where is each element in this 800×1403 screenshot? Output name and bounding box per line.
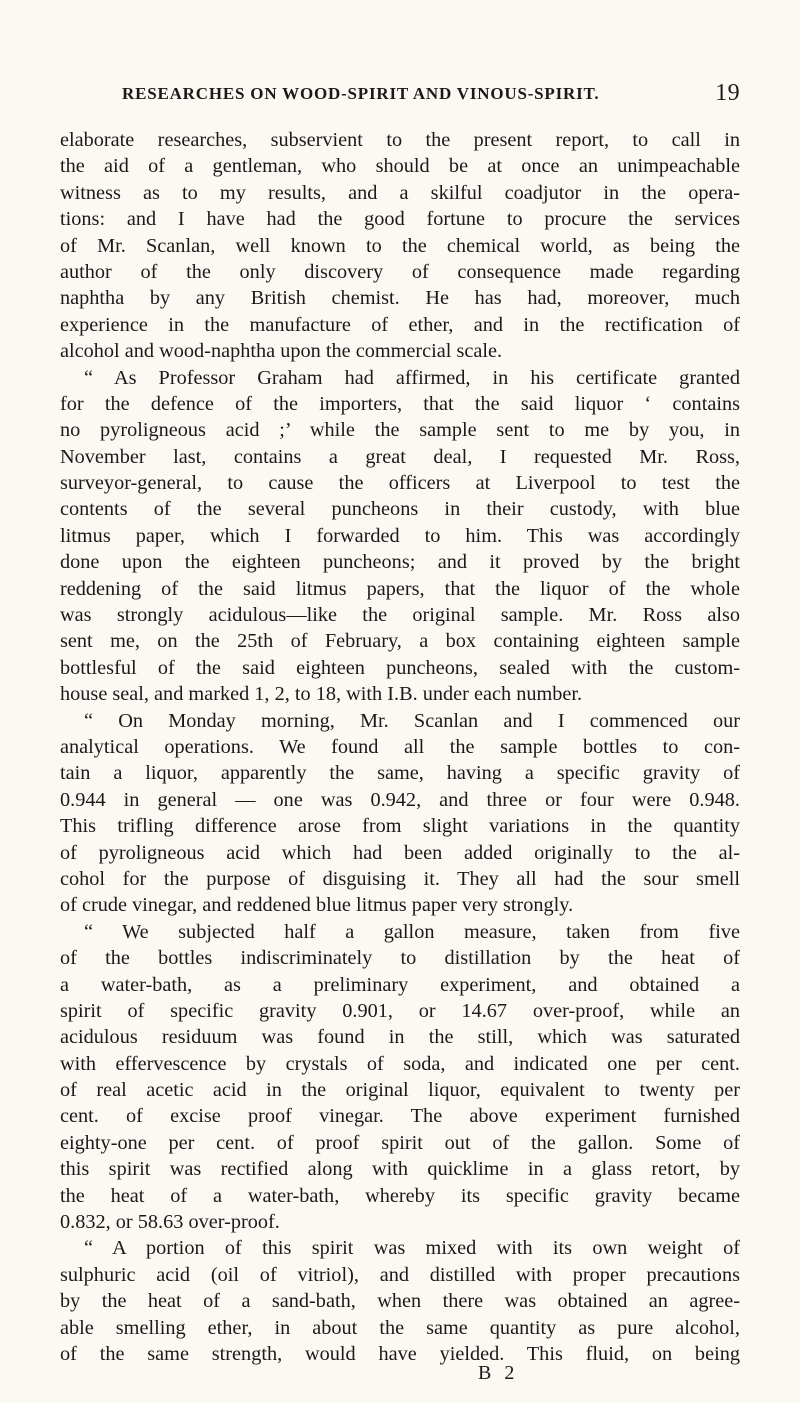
text-line: sulphuric acid (oil of vitriol), and distilled with proper precautions	[60, 1263, 740, 1286]
body-text	[60, 127, 740, 1367]
text-line: eighty-one per cent. of proof spirit out of the gallon. Some of	[60, 1131, 740, 1154]
text-line: bottlesful of the said eighteen puncheons, sealed with the custom-	[60, 656, 740, 679]
text-line: the heat of a water-bath, whereby its specific gravity became	[60, 1184, 740, 1207]
text-line: tain a liquor, apparently the same, having a specific gravity of	[60, 762, 740, 785]
text-line: author of the only discovery of consequence made regarding	[60, 260, 740, 283]
page-number: 19	[715, 80, 740, 106]
text-line: naphtha by any British chemist. He has had, moreover, much	[60, 287, 740, 310]
text-line: was strongly acidulous—like the original sample. Mr. Ross also	[60, 604, 740, 627]
text-line: house seal, and marked 1, 2, to 18, with I.B. under each number.	[60, 683, 583, 706]
text-line: of the same strength, would have yielded. This fluid, on being	[60, 1342, 740, 1365]
text-line: of Mr. Scanlan, well known to the chemical world, as being the	[60, 234, 740, 257]
text-line: a water-bath, as a preliminary experiment, and obtained a	[60, 973, 740, 996]
running-title: RESEARCHES ON WOOD-SPIRIT AND VINOUS-SPIRIT.	[122, 84, 600, 103]
text-line: contents of the several puncheons in their custody, with blue	[60, 498, 740, 521]
text-line: This trifling difference arose from slight variations in the quantity	[60, 815, 740, 838]
text-line: tions: and I have had the good fortune to procure the services	[60, 208, 740, 231]
text-line: sent me, on the 25th of February, a box containing eighteen sample	[60, 630, 740, 653]
text-line: analytical operations. We found all the sample bottles to con-	[60, 735, 740, 758]
text-line: experience in the manufacture of ether, and in the rectification of	[60, 313, 740, 336]
text-line: by the heat of a sand-bath, when there was obtained an agree-	[60, 1290, 740, 1313]
text-line: of pyroligneous acid which had been added originally to the al-	[60, 841, 740, 864]
text-line: alcohol and wood-naphtha upon the commercial scale.	[60, 340, 503, 363]
running-header	[92, 80, 740, 110]
text-line: November last, contains a great deal, I requested Mr. Ross,	[60, 445, 740, 468]
text-line: litmus paper, which I forwarded to him. This was accordingly	[60, 524, 740, 547]
text-line: of the bottles indiscriminately to distillation by the heat of	[60, 947, 740, 970]
text-line: the aid of a gentleman, who should be at once an unimpeachable	[60, 155, 740, 178]
text-line: “ On Monday morning, Mr. Scanlan and I commenced our	[84, 709, 740, 732]
text-line: cent. of excise proof vinegar. The above experiment furnished	[60, 1105, 740, 1128]
text-line: “ A portion of this spirit was mixed with its own weight of	[84, 1237, 740, 1260]
text-line: able smelling ether, in about the same quantity as pure alcohol,	[60, 1316, 740, 1339]
text-line: reddening of the said litmus papers, that the liquor of the whole	[60, 577, 740, 600]
text-line: elaborate researches, subservient to the present report, to call in	[60, 129, 740, 151]
text-line: no pyroligneous acid ;’ while the sample sent to me by you, in	[60, 419, 740, 442]
text-line: this spirit was rectified along with quicklime in a glass retort, by	[60, 1158, 740, 1181]
text-line: surveyor-general, to cause the officers at Liverpool to test the	[60, 472, 740, 495]
text-line: done upon the eighteen puncheons; and it proved by the bright	[60, 551, 740, 574]
text-line: of real acetic acid in the original liquor, equivalent to twenty per	[60, 1079, 740, 1102]
text-line: witness as to my results, and a skilful coadjutor in the opera-	[60, 181, 740, 204]
signature-mark: B 2	[478, 1362, 519, 1384]
text-line: acidulous residuum was found in the still, which was saturated	[60, 1026, 740, 1049]
text-line: of crude vinegar, and reddened blue litmus paper very strongly.	[60, 894, 574, 917]
text-line: spirit of specific gravity 0.901, or 14.67 over-proof, while an	[60, 999, 740, 1022]
text-line: with effervescence by crystals of soda, and indicated one per cent.	[60, 1052, 740, 1075]
text-line: 0.832, or 58.63 over-proof.	[60, 1211, 280, 1234]
text-line: 0.944 in general — one was 0.942, and three or four were 0.948.	[60, 788, 740, 811]
text-line: for the defence of the importers, that the said liquor ‘ contains	[60, 392, 740, 415]
text-line: “ As Professor Graham had affirmed, in his certificate granted	[84, 366, 740, 389]
text-line: “ We subjected half a gallon measure, taken from five	[84, 920, 740, 943]
text-line: cohol for the purpose of disguising it. They all had the sour smell	[60, 867, 740, 890]
